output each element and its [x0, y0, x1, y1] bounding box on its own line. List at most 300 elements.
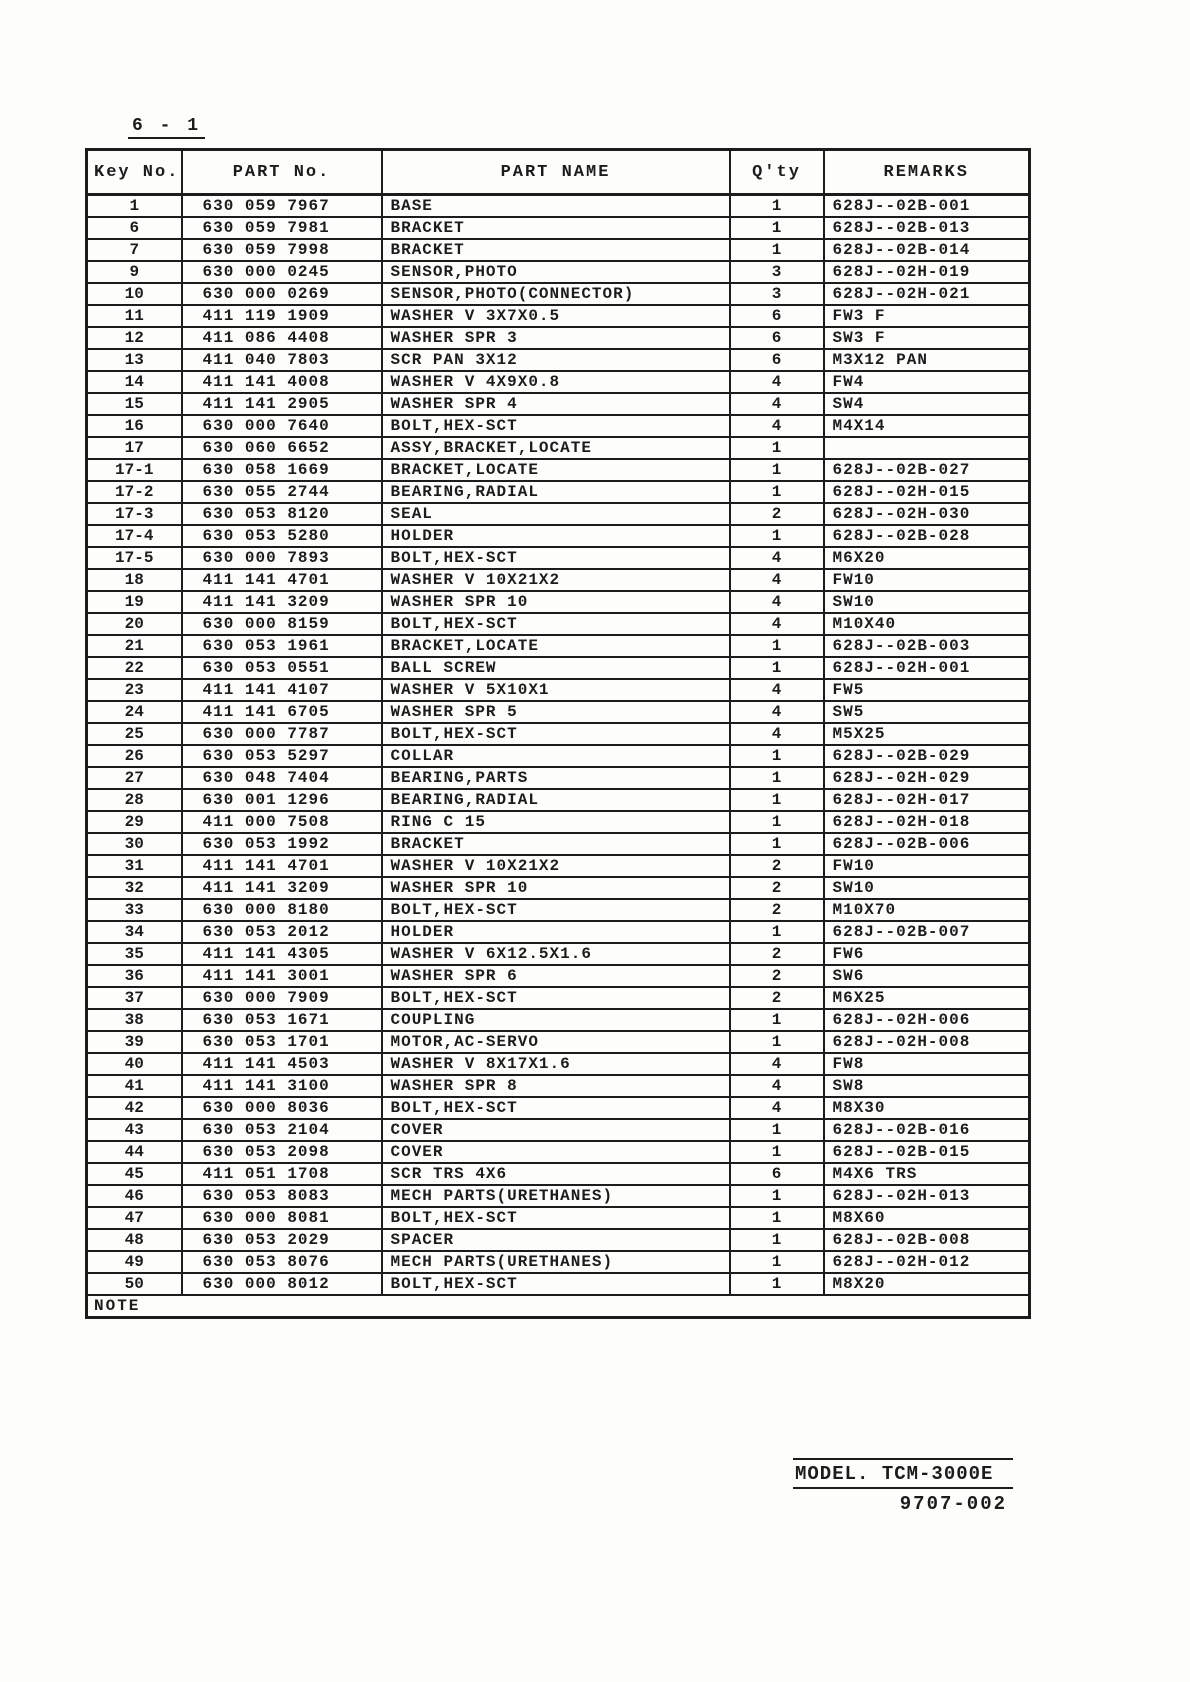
table-cell: 630 001 1296 — [182, 789, 382, 811]
table-cell: BRACKET,LOCATE — [382, 635, 730, 657]
table-cell: 630 053 2012 — [182, 921, 382, 943]
table-row — [87, 1053, 1030, 1075]
table-cell: BRACKET — [382, 833, 730, 855]
table-row — [87, 415, 1030, 437]
table-cell: 4 — [730, 371, 824, 393]
table-cell: SW10 — [824, 591, 1030, 613]
header-remarks: REMARKS — [824, 150, 1030, 195]
table-cell: BALL SCREW — [382, 657, 730, 679]
table-cell: WASHER SPR 10 — [382, 877, 730, 899]
table-cell: 1 — [730, 1119, 824, 1141]
table-cell: 411 141 4503 — [182, 1053, 382, 1075]
table-cell: FW3 F — [824, 305, 1030, 327]
table-row — [87, 1251, 1030, 1273]
table-cell: 1 — [730, 1251, 824, 1273]
table-cell: WASHER V 3X7X0.5 — [382, 305, 730, 327]
table-cell: 34 — [87, 921, 182, 943]
table-cell: 411 141 3209 — [182, 877, 382, 899]
table-row — [87, 657, 1030, 679]
table-cell: 2 — [730, 965, 824, 987]
table-row — [87, 1141, 1030, 1163]
table-cell: 628J--02B-013 — [824, 217, 1030, 239]
table-cell: 13 — [87, 349, 182, 371]
table-cell: 628J--02B-006 — [824, 833, 1030, 855]
table-cell: 2 — [730, 943, 824, 965]
table-cell: 4 — [730, 701, 824, 723]
table-cell: SW10 — [824, 877, 1030, 899]
table-cell: 4 — [730, 679, 824, 701]
table-cell: 411 040 7803 — [182, 349, 382, 371]
table-cell: M6X25 — [824, 987, 1030, 1009]
table-cell: 1 — [730, 789, 824, 811]
table-cell: 630 053 8120 — [182, 503, 382, 525]
table-cell: WASHER SPR 5 — [382, 701, 730, 723]
table-cell: WASHER V 10X21X2 — [382, 569, 730, 591]
table-cell: 41 — [87, 1075, 182, 1097]
table-row — [87, 1097, 1030, 1119]
table-row — [87, 591, 1030, 613]
table-cell: 630 053 2029 — [182, 1229, 382, 1251]
table-cell: FW5 — [824, 679, 1030, 701]
table-cell: 411 141 4701 — [182, 569, 382, 591]
table-cell: 36 — [87, 965, 182, 987]
table-cell: 1 — [730, 833, 824, 855]
header-key-no: Key No. — [87, 150, 182, 195]
model-label: MODEL. TCM-3000E — [793, 1458, 1013, 1489]
table-cell: WASHER V 4X9X0.8 — [382, 371, 730, 393]
table-cell: M10X40 — [824, 613, 1030, 635]
table-row — [87, 1009, 1030, 1031]
table-cell: 3 — [730, 283, 824, 305]
table-cell: 6 — [87, 217, 182, 239]
table-cell: 1 — [730, 217, 824, 239]
table-row — [87, 1185, 1030, 1207]
table-cell: 6 — [730, 305, 824, 327]
table-cell: 628J--02B-029 — [824, 745, 1030, 767]
table-cell: 23 — [87, 679, 182, 701]
table-cell: BOLT,HEX-SCT — [382, 899, 730, 921]
table-row — [87, 239, 1030, 261]
table-row — [87, 833, 1030, 855]
table-cell: 630 053 1961 — [182, 635, 382, 657]
table-cell: 4 — [730, 547, 824, 569]
table-cell: 628J--02H-030 — [824, 503, 1030, 525]
table-cell: 630 000 8081 — [182, 1207, 382, 1229]
table-row — [87, 1273, 1030, 1295]
table-cell: SW4 — [824, 393, 1030, 415]
table-cell: 411 141 4008 — [182, 371, 382, 393]
table-cell: 2 — [730, 855, 824, 877]
table-cell: 1 — [730, 195, 824, 218]
table-cell: 628J--02B-008 — [824, 1229, 1030, 1251]
table-cell: 630 000 8180 — [182, 899, 382, 921]
table-cell: M3X12 PAN — [824, 349, 1030, 371]
table-cell: 26 — [87, 745, 182, 767]
table-cell: 29 — [87, 811, 182, 833]
table-row — [87, 745, 1030, 767]
table-cell: BRACKET — [382, 239, 730, 261]
table-cell: 630 053 8076 — [182, 1251, 382, 1273]
table-cell: BOLT,HEX-SCT — [382, 415, 730, 437]
table-cell: 1 — [730, 1207, 824, 1229]
note-section — [87, 1295, 1030, 1318]
table-row — [87, 701, 1030, 723]
table-cell: 17-2 — [87, 481, 182, 503]
header-qty: Q'ty — [730, 150, 824, 195]
table-cell: 628J--02B-014 — [824, 239, 1030, 261]
table-cell: WASHER SPR 10 — [382, 591, 730, 613]
table-cell: 628J--02B-015 — [824, 1141, 1030, 1163]
table-cell: 4 — [730, 613, 824, 635]
table-cell: 1 — [730, 1185, 824, 1207]
table-cell: 2 — [730, 987, 824, 1009]
table-cell: 24 — [87, 701, 182, 723]
table-row — [87, 503, 1030, 525]
table-cell: WASHER SPR 3 — [382, 327, 730, 349]
table-cell: WASHER V 5X10X1 — [382, 679, 730, 701]
table-cell: 1 — [730, 459, 824, 481]
table-cell: 9 — [87, 261, 182, 283]
table-cell: 43 — [87, 1119, 182, 1141]
table-cell: BRACKET — [382, 217, 730, 239]
table-cell: 1 — [730, 745, 824, 767]
doc-number: 9707-002 — [899, 1493, 1007, 1515]
table-cell: 4 — [730, 569, 824, 591]
table-row — [87, 1031, 1030, 1053]
table-cell: 50 — [87, 1273, 182, 1295]
table-cell: 630 000 7640 — [182, 415, 382, 437]
table-cell: FW8 — [824, 1053, 1030, 1075]
table-cell: 2 — [730, 899, 824, 921]
table-cell: 630 000 7893 — [182, 547, 382, 569]
table-cell: BEARING,RADIAL — [382, 481, 730, 503]
table-cell: 38 — [87, 1009, 182, 1031]
table-cell: 1 — [730, 1229, 824, 1251]
header-part-name: PART NAME — [382, 150, 730, 195]
table-cell: 4 — [730, 1053, 824, 1075]
table-cell: 630 053 1671 — [182, 1009, 382, 1031]
table-row — [87, 811, 1030, 833]
table-cell: BEARING,RADIAL — [382, 789, 730, 811]
table-cell: M4X14 — [824, 415, 1030, 437]
table-cell: FW4 — [824, 371, 1030, 393]
table-cell: 628J--02H-008 — [824, 1031, 1030, 1053]
table-cell: 630 058 1669 — [182, 459, 382, 481]
table-cell: 25 — [87, 723, 182, 745]
table-cell: 411 119 1909 — [182, 305, 382, 327]
table-cell: HOLDER — [382, 525, 730, 547]
page-number: 6 - 1 — [128, 116, 205, 139]
table-cell: 630 000 8159 — [182, 613, 382, 635]
table-cell: WASHER SPR 6 — [382, 965, 730, 987]
table-cell: 630 059 7998 — [182, 239, 382, 261]
table-cell: 628J--02H-018 — [824, 811, 1030, 833]
table-cell: 45 — [87, 1163, 182, 1185]
table-row — [87, 965, 1030, 987]
table-row — [87, 987, 1030, 1009]
table-cell: 17-3 — [87, 503, 182, 525]
table-cell: 411 000 7508 — [182, 811, 382, 833]
table-cell: 628J--02B-016 — [824, 1119, 1030, 1141]
table-row — [87, 1075, 1030, 1097]
table-cell: SEAL — [382, 503, 730, 525]
table-cell: 6 — [730, 327, 824, 349]
table-cell: 630 000 0245 — [182, 261, 382, 283]
table-cell: 17 — [87, 437, 182, 459]
table-cell: SENSOR,PHOTO(CONNECTOR) — [382, 283, 730, 305]
table-row — [87, 943, 1030, 965]
table-cell: FW10 — [824, 569, 1030, 591]
table-cell: 411 141 3001 — [182, 965, 382, 987]
table-cell: 3 — [730, 261, 824, 283]
table-cell: 17-5 — [87, 547, 182, 569]
table-cell: 630 000 8036 — [182, 1097, 382, 1119]
table-cell: 1 — [730, 1009, 824, 1031]
table-cell: 628J--02B-007 — [824, 921, 1030, 943]
table-cell: MOTOR,AC-SERVO — [382, 1031, 730, 1053]
table-cell: 630 059 7967 — [182, 195, 382, 218]
table-cell: 630 053 8083 — [182, 1185, 382, 1207]
table-row — [87, 1229, 1030, 1251]
table-cell: HOLDER — [382, 921, 730, 943]
table-cell: 630 053 1701 — [182, 1031, 382, 1053]
table-cell: 628J--02H-015 — [824, 481, 1030, 503]
table-row — [87, 899, 1030, 921]
table-cell: 1 — [730, 811, 824, 833]
table-cell: 6 — [730, 1163, 824, 1185]
table-cell: WASHER V 10X21X2 — [382, 855, 730, 877]
table-cell — [824, 437, 1030, 459]
table-cell: 4 — [730, 415, 824, 437]
header-row — [87, 150, 1030, 195]
table-row — [87, 547, 1030, 569]
table-cell: BOLT,HEX-SCT — [382, 1097, 730, 1119]
table-cell: WASHER V 6X12.5X1.6 — [382, 943, 730, 965]
table-cell: 17-1 — [87, 459, 182, 481]
table-cell: SENSOR,PHOTO — [382, 261, 730, 283]
table-row — [87, 855, 1030, 877]
table-cell: WASHER SPR 4 — [382, 393, 730, 415]
table-cell: 21 — [87, 635, 182, 657]
table-cell: 10 — [87, 283, 182, 305]
table-cell: 630 053 2104 — [182, 1119, 382, 1141]
table-cell: 628J--02H-001 — [824, 657, 1030, 679]
table-cell: 1 — [730, 1273, 824, 1295]
note-label: NOTE — [87, 1295, 1030, 1318]
table-cell: 628J--02B-027 — [824, 459, 1030, 481]
table-cell: 1 — [730, 525, 824, 547]
table-cell: 30 — [87, 833, 182, 855]
table-cell: 19 — [87, 591, 182, 613]
table-cell: 1 — [730, 239, 824, 261]
table-cell: 630 000 0269 — [182, 283, 382, 305]
table-cell: 1 — [730, 481, 824, 503]
table-cell: 1 — [730, 657, 824, 679]
table-cell: 628J--02H-006 — [824, 1009, 1030, 1031]
table-cell: 630 060 6652 — [182, 437, 382, 459]
table-cell: 28 — [87, 789, 182, 811]
table-cell: 1 — [87, 195, 182, 218]
table-row — [87, 613, 1030, 635]
table-cell: BOLT,HEX-SCT — [382, 987, 730, 1009]
table-cell: 630 000 7787 — [182, 723, 382, 745]
table-cell: 628J--02H-017 — [824, 789, 1030, 811]
table-cell: 1 — [730, 1031, 824, 1053]
table-row — [87, 877, 1030, 899]
table-cell: 33 — [87, 899, 182, 921]
table-row — [87, 349, 1030, 371]
table-cell: 1 — [730, 921, 824, 943]
table-row — [87, 525, 1030, 547]
table-cell: M6X20 — [824, 547, 1030, 569]
table-cell: SPACER — [382, 1229, 730, 1251]
table-cell: 2 — [730, 503, 824, 525]
table-cell: M4X6 TRS — [824, 1163, 1030, 1185]
table-cell: 411 051 1708 — [182, 1163, 382, 1185]
table-cell: 630 053 1992 — [182, 833, 382, 855]
table-cell: 18 — [87, 569, 182, 591]
table-cell: 411 141 3100 — [182, 1075, 382, 1097]
table-cell: BOLT,HEX-SCT — [382, 723, 730, 745]
table-cell: 630 053 0551 — [182, 657, 382, 679]
table-row — [87, 393, 1030, 415]
table-cell: BOLT,HEX-SCT — [382, 613, 730, 635]
table-cell: 46 — [87, 1185, 182, 1207]
table-cell: 4 — [730, 393, 824, 415]
table-row — [87, 1119, 1030, 1141]
table-cell: M10X70 — [824, 899, 1030, 921]
table-cell: MECH PARTS(URETHANES) — [382, 1185, 730, 1207]
table-cell: 37 — [87, 987, 182, 1009]
table-cell: 630 048 7404 — [182, 767, 382, 789]
table-cell: M8X20 — [824, 1273, 1030, 1295]
table-cell: SW6 — [824, 965, 1030, 987]
table-row — [87, 635, 1030, 657]
table-cell: 48 — [87, 1229, 182, 1251]
table-cell: SCR TRS 4X6 — [382, 1163, 730, 1185]
table-cell: 411 141 4305 — [182, 943, 382, 965]
table-row — [87, 921, 1030, 943]
table-row — [87, 261, 1030, 283]
table-row — [87, 723, 1030, 745]
table-cell: 4 — [730, 1097, 824, 1119]
table-cell: 7 — [87, 239, 182, 261]
table-cell: 35 — [87, 943, 182, 965]
table-cell: 2 — [730, 877, 824, 899]
table-cell: 411 141 4701 — [182, 855, 382, 877]
table-cell: 1 — [730, 437, 824, 459]
table-row — [87, 305, 1030, 327]
table-row — [87, 679, 1030, 701]
table-cell: 628J--02H-021 — [824, 283, 1030, 305]
table-cell: 1 — [730, 1141, 824, 1163]
table-cell: FW6 — [824, 943, 1030, 965]
page-footer — [793, 1458, 1013, 1515]
header-part-no: PART No. — [182, 150, 382, 195]
table-cell: 628J--02B-003 — [824, 635, 1030, 657]
table-cell: M5X25 — [824, 723, 1030, 745]
table-row — [87, 437, 1030, 459]
table-row — [87, 195, 1030, 218]
table-cell: 15 — [87, 393, 182, 415]
table-cell: M8X60 — [824, 1207, 1030, 1229]
note-row — [87, 1295, 1030, 1318]
table-row — [87, 569, 1030, 591]
table-cell: 31 — [87, 855, 182, 877]
table-cell: 40 — [87, 1053, 182, 1075]
table-cell: M8X30 — [824, 1097, 1030, 1119]
table-cell: SW5 — [824, 701, 1030, 723]
table-cell: 6 — [730, 349, 824, 371]
table-cell: BOLT,HEX-SCT — [382, 547, 730, 569]
table-row — [87, 283, 1030, 305]
table-cell: 630 053 5297 — [182, 745, 382, 767]
table-cell: 4 — [730, 591, 824, 613]
table-cell: FW10 — [824, 855, 1030, 877]
table-cell: 630 059 7981 — [182, 217, 382, 239]
parts-table-header — [87, 150, 1030, 195]
table-cell: 630 000 7909 — [182, 987, 382, 1009]
table-cell: 628J--02B-001 — [824, 195, 1030, 218]
table-cell: RING C 15 — [382, 811, 730, 833]
table-cell: COLLAR — [382, 745, 730, 767]
table-cell: 630 053 2098 — [182, 1141, 382, 1163]
table-cell: 628J--02H-029 — [824, 767, 1030, 789]
table-cell: 49 — [87, 1251, 182, 1273]
table-cell: 11 — [87, 305, 182, 327]
table-cell: 44 — [87, 1141, 182, 1163]
table-row — [87, 459, 1030, 481]
table-row — [87, 217, 1030, 239]
table-cell: 411 141 3209 — [182, 591, 382, 613]
table-cell: 1 — [730, 635, 824, 657]
table-cell: MECH PARTS(URETHANES) — [382, 1251, 730, 1273]
table-cell: SW3 F — [824, 327, 1030, 349]
table-cell: SCR PAN 3X12 — [382, 349, 730, 371]
table-cell: WASHER SPR 8 — [382, 1075, 730, 1097]
table-row — [87, 1163, 1030, 1185]
table-cell: 628J--02H-012 — [824, 1251, 1030, 1273]
parts-table-body — [87, 195, 1030, 1296]
table-row — [87, 481, 1030, 503]
table-row — [87, 327, 1030, 349]
table-cell: 1 — [730, 767, 824, 789]
table-cell: COVER — [382, 1141, 730, 1163]
table-cell: 4 — [730, 1075, 824, 1097]
table-cell: 630 053 5280 — [182, 525, 382, 547]
table-cell: 411 141 6705 — [182, 701, 382, 723]
table-cell: 39 — [87, 1031, 182, 1053]
table-cell: 630 055 2744 — [182, 481, 382, 503]
table-cell: 628J--02H-013 — [824, 1185, 1030, 1207]
table-row — [87, 371, 1030, 393]
table-cell: 20 — [87, 613, 182, 635]
table-cell: COVER — [382, 1119, 730, 1141]
parts-table — [85, 148, 1031, 1319]
table-cell: 411 086 4408 — [182, 327, 382, 349]
table-cell: WASHER V 8X17X1.6 — [382, 1053, 730, 1075]
table-cell: 630 000 8012 — [182, 1273, 382, 1295]
table-cell: 22 — [87, 657, 182, 679]
table-cell: BASE — [382, 195, 730, 218]
table-cell: 27 — [87, 767, 182, 789]
table-cell: 628J--02H-019 — [824, 261, 1030, 283]
table-cell: 16 — [87, 415, 182, 437]
table-cell: ASSY,BRACKET,LOCATE — [382, 437, 730, 459]
table-row — [87, 767, 1030, 789]
table-cell: BOLT,HEX-SCT — [382, 1273, 730, 1295]
table-cell: 411 141 4107 — [182, 679, 382, 701]
